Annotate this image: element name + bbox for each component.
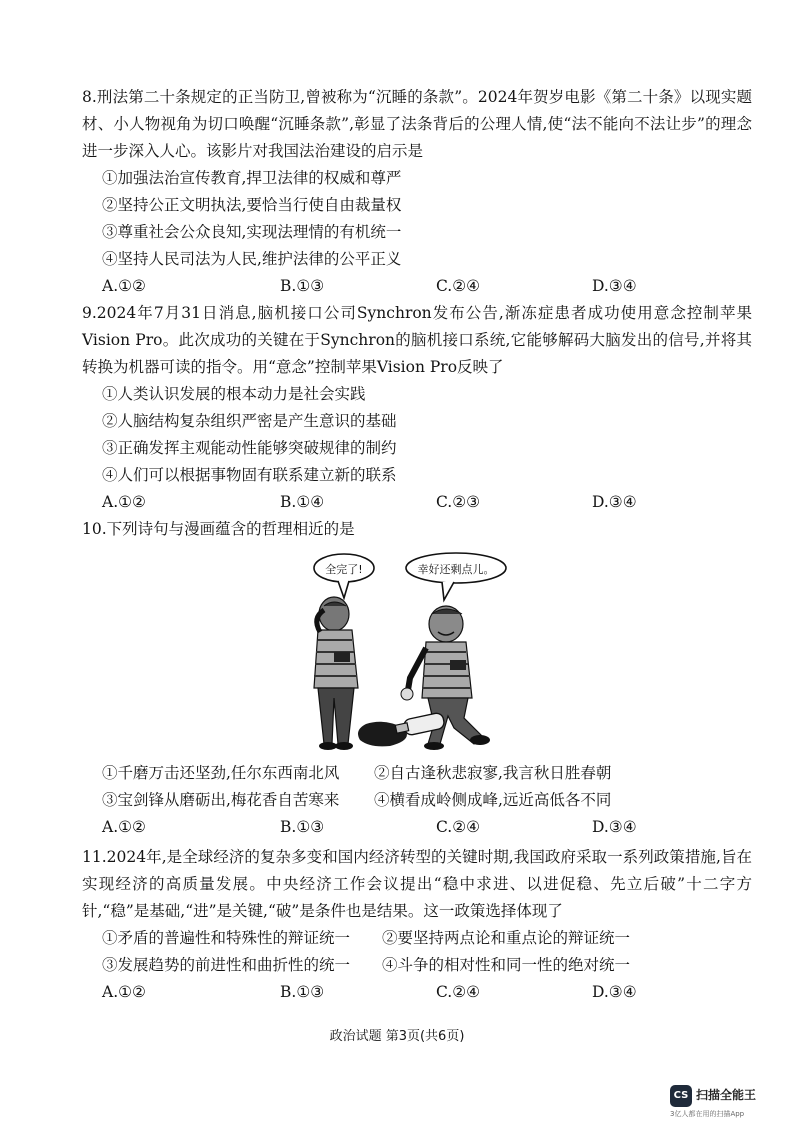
choice-a: A.①② [102, 493, 146, 511]
question-9 [82, 300, 752, 516]
choice-d: D.③④ [592, 818, 637, 836]
left-speech-bubble [314, 554, 374, 598]
choice-d: D.③④ [592, 493, 637, 511]
question-8-choices [82, 273, 752, 300]
question-11-options-row-1 [82, 925, 752, 952]
question-8-option-2: ②坚持公正文明执法,要恰当行使自由裁量权 [102, 196, 402, 214]
question-11-option-4: ④斗争的相对性和同一性的绝对统一 [382, 956, 631, 974]
question-10-option-1: ①千磨万击还坚劲,任尔东西南北风 [102, 764, 340, 782]
choice-c: C.②④ [436, 818, 481, 836]
choice-b: B.①④ [280, 493, 325, 511]
question-10-options-row-1 [82, 760, 752, 787]
choice-c: C.②④ [436, 277, 481, 295]
choice-a: A.①② [102, 277, 146, 295]
camscanner-logo-icon: CS [670, 1085, 692, 1107]
choice-b: B.①③ [280, 277, 325, 295]
cartoon-illustration [304, 548, 520, 754]
choice-b: B.①③ [280, 818, 325, 836]
question-11-option-1: ①矛盾的普遍性和特殊性的辩证统一 [102, 929, 351, 947]
question-10-option-3: ③宝剑锋从磨砺出,梅花香自苦寒来 [102, 791, 340, 809]
question-11-option-2: ②要坚持两点论和重点论的辩证统一 [382, 929, 631, 947]
question-9-option-4: ④人们可以根据事物固有联系建立新的联系 [102, 466, 397, 484]
question-9-stem: 9.2024年7月31日消息,脑机接口公司Synchron发布公告,渐冻症患者成功使用意念控制苹果Vision Pro。此次成功的关键在于Synchron的脑机接口系统,它能够解码大脑发出的信号,并将其转换为机器可读的指令。用“意念”控制苹果Vision Pro反映了 [82, 304, 752, 376]
question-10-body [82, 760, 752, 841]
question-11-stem: 11.2024年,是全球经济的复杂多变和国内经济转型的关键时期,我国政府采取一系列政策措施,旨在实现经济的高质量发展。中央经济工作会议提出“稳中求进、以进促稳、先立后破”十二字方针,“稳”是基础,“进”是关键,“破”是条件也是结果。这一政策选择体现了 [82, 848, 752, 920]
question-10-stem: 10.下列诗句与漫画蕴含的哲理相近的是 [82, 520, 355, 538]
question-10-options-row-2 [82, 787, 752, 814]
question-11 [82, 844, 752, 1006]
choice-c: C.②④ [436, 983, 481, 1001]
scanner-app-badge [670, 1083, 776, 1117]
question-8 [82, 84, 752, 300]
question-10 [82, 516, 752, 543]
choice-c: C.②③ [436, 493, 481, 511]
question-11-choices [82, 979, 752, 1006]
question-8-option-3: ③尊重社会公众良知,实现法理情的有机统一 [102, 223, 402, 241]
question-9-option-1: ①人类认识发展的根本动力是社会实践 [102, 385, 366, 403]
scanner-app-slogan: 3亿人都在用的扫描App [670, 1110, 745, 1118]
question-10-option-2: ②自古逢秋悲寂寥,我言秋日胜春朝 [374, 764, 612, 782]
question-9-choices [82, 489, 752, 516]
question-9-option-2: ②人脑结构复杂组织严密是产生意识的基础 [102, 412, 397, 430]
right-bubble-text: 幸好还剩点儿。 [417, 563, 495, 576]
scanner-app-name: 扫描全能王 [696, 1088, 757, 1102]
left-bubble-text: 全完了! [325, 563, 363, 576]
question-11-option-3: ③发展趋势的前进性和曲折性的统一 [102, 956, 351, 974]
choice-b: B.①③ [280, 983, 325, 1001]
choice-d: D.③④ [592, 983, 637, 1001]
sad-man-figure [314, 597, 358, 750]
question-10-choices [82, 814, 752, 841]
question-8-option-4: ④坚持人民司法为人民,维护法律的公平正义 [102, 250, 402, 268]
question-11-options-row-2 [82, 952, 752, 979]
page-footer: 政治试题 第3页(共6页) [329, 1029, 465, 1044]
choice-a: A.①② [102, 983, 146, 1001]
question-9-option-3: ③正确发挥主观能动性能够突破规律的制约 [102, 439, 397, 457]
right-speech-bubble [406, 553, 506, 600]
choice-a: A.①② [102, 818, 146, 836]
question-8-stem: 8.刑法第二十条规定的正当防卫,曾被称为“沉睡的条款”。2024年贺岁电影《第二十条》以现实题材、小人物视角为切口唤醒“沉睡条款”,彰显了法条背后的公理人情,使“法不能向不法让步”的理念进一步深入人心。该影片对我国法治建设的启示是 [82, 88, 752, 160]
question-10-option-4: ④横看成岭侧成峰,远近高低各不同 [374, 791, 612, 809]
choice-d: D.③④ [592, 277, 637, 295]
question-8-option-1: ①加强法治宣传教育,捍卫法律的权威和尊严 [102, 169, 402, 187]
